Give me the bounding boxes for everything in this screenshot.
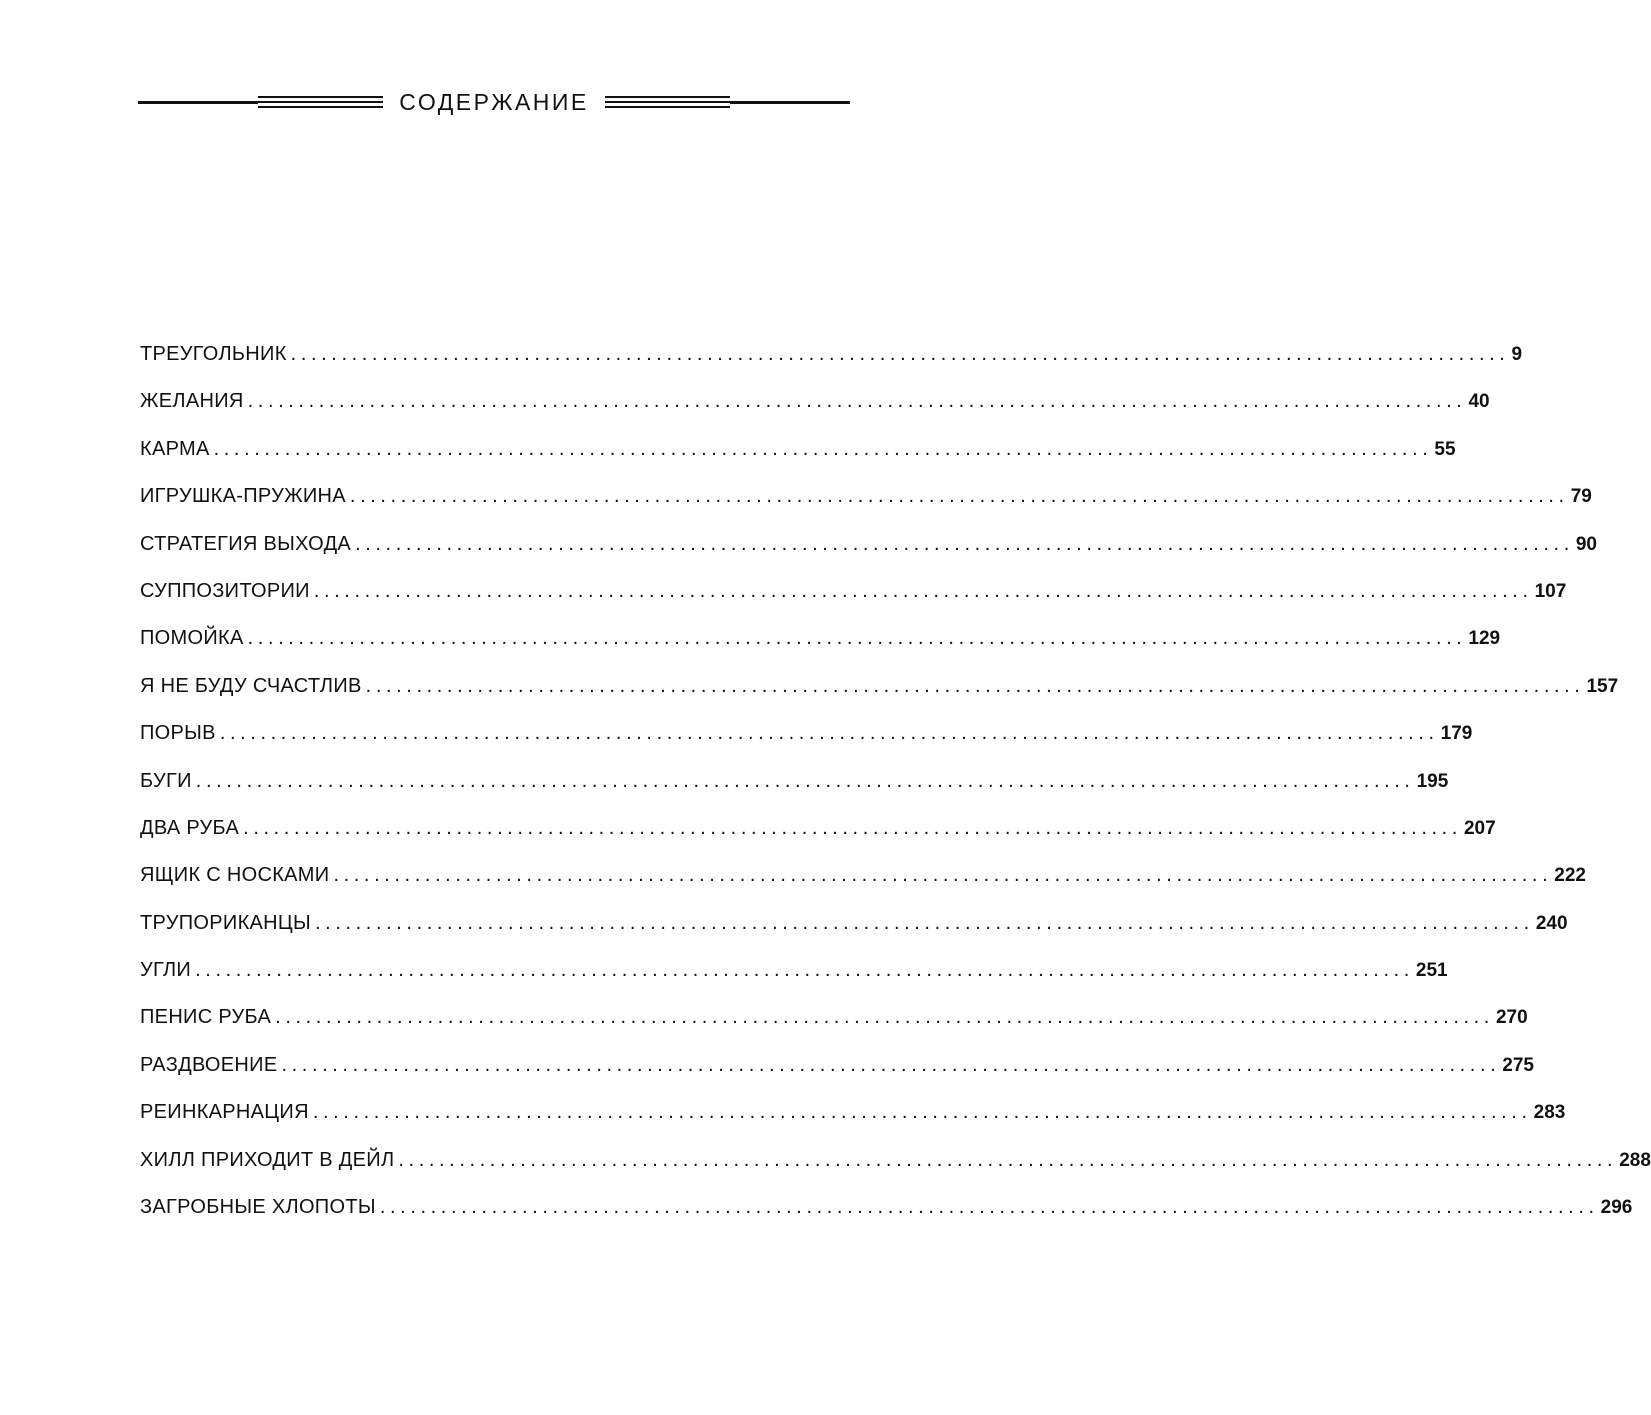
entry-page-number: 195 [1416, 770, 1449, 792]
toc-entry [140, 955, 1448, 1002]
toc-entry [140, 671, 1619, 718]
entry-page-number: 107 [1534, 580, 1567, 602]
dot-leader: ........................................................................................................................ [333, 864, 1553, 887]
entry-title: ПОРЫВ [140, 722, 216, 745]
entry-title: СУППОЗИТОРИИ [140, 579, 310, 602]
dot-leader: ........................................................................................................................ [281, 1053, 1501, 1076]
entry-title: ХИЛЛ ПРИХОДИТ В ДЕЙЛ [140, 1148, 395, 1171]
header-rule-left [138, 101, 258, 104]
dot-leader: ........................................................................................................................ [379, 1196, 1599, 1219]
toc-entry [140, 1145, 1651, 1192]
toc-entry [140, 339, 1523, 386]
dot-leader: ........................................................................................................................ [313, 579, 1533, 602]
entry-title: ЗАГРОБНЫЕ ХЛОПОТЫ [140, 1196, 376, 1219]
dot-leader: ........................................................................................................................ [312, 1101, 1532, 1124]
entry-page-number: 275 [1502, 1054, 1534, 1076]
toc-entry [140, 908, 1568, 955]
entry-page-number: 270 [1495, 1007, 1528, 1029]
toc-entry [140, 576, 1567, 623]
dot-leader: ........................................................................................................................ [355, 532, 1574, 555]
entry-title: БУГИ [140, 769, 192, 792]
page-title: СОДЕРЖАНИЕ [399, 89, 589, 115]
entry-title: РАЗДВОЕНИЕ [140, 1053, 278, 1076]
entry-page-number: 157 [1586, 675, 1619, 697]
dot-leader: ........................................................................................................................ [213, 437, 1433, 460]
entry-title: ПЕНИС РУБА [140, 1006, 272, 1029]
entry-title: УГЛИ [140, 959, 192, 982]
toc-entry [140, 813, 1496, 860]
toc-entry [140, 860, 1586, 907]
dot-leader: ........................................................................................................................ [195, 959, 1414, 982]
entry-title: СТРАТЕГИЯ ВЫХОДА [140, 532, 352, 555]
entry-page-number: 296 [1600, 1197, 1633, 1219]
entry-page-number: 90 [1575, 533, 1597, 555]
entry-page-number: 40 [1468, 391, 1490, 413]
toc-entry [140, 1050, 1534, 1097]
entry-title: ПОМОЙКА [140, 627, 244, 650]
dot-leader: ........................................................................................................................ [315, 911, 1534, 934]
entry-page-number: 9 [1511, 344, 1523, 365]
dot-leader: ........................................................................................................................ [247, 627, 1467, 650]
entry-page-number: 288 [1619, 1149, 1651, 1171]
entry-title: Я НЕ БУДУ СЧАСТЛИВ [140, 674, 362, 697]
entry-title: РЕИНКАРНАЦИЯ [140, 1101, 309, 1124]
header-triple-rule-right [605, 94, 730, 110]
dot-leader: ........................................................................................................................ [247, 390, 1467, 413]
toc-list [140, 339, 1651, 1239]
entry-title: КАРМА [140, 437, 210, 460]
toc-entry [140, 529, 1597, 576]
dot-leader: ........................................................................................................................ [275, 1006, 1494, 1029]
entry-title: ДВА РУБА [140, 816, 240, 839]
toc-entry [140, 718, 1473, 765]
entry-title: ИГРУШКА-ПРУЖИНА [140, 485, 346, 508]
toc-entry [140, 434, 1456, 481]
entry-page-number: 222 [1554, 865, 1586, 887]
entry-page-number: 79 [1570, 486, 1592, 508]
entry-title: ТРУПОРИКАНЦЫ [140, 911, 312, 934]
dot-leader: ........................................................................................................................ [219, 722, 1439, 745]
entry-title: ЯЩИК С НОСКАМИ [140, 864, 330, 887]
dot-leader: ........................................................................................................................ [195, 769, 1415, 792]
entry-page-number: 179 [1440, 723, 1473, 745]
dot-leader: ........................................................................................................................ [290, 343, 1510, 365]
toc-entry [140, 1192, 1633, 1239]
toc-entry [140, 386, 1490, 433]
entry-title: ЖЕЛАНИЯ [140, 390, 244, 413]
entry-page-number: 283 [1533, 1102, 1566, 1124]
dot-leader: ........................................................................................................................ [349, 485, 1569, 508]
entry-page-number: 240 [1535, 912, 1568, 934]
entry-page-number: 251 [1415, 960, 1448, 982]
header-rule-right [730, 101, 850, 104]
entry-page-number: 207 [1463, 817, 1496, 839]
entry-page-number: 129 [1468, 628, 1501, 650]
entry-title: ТРЕУГОЛЬНИК [140, 343, 287, 365]
header-triple-rule-left [258, 94, 383, 110]
dot-leader: ........................................................................................................................ [398, 1148, 1618, 1171]
toc-header [138, 84, 850, 120]
toc-entry [140, 1097, 1566, 1144]
toc-entry [140, 1002, 1528, 1049]
entry-page-number: 55 [1434, 438, 1456, 460]
dot-leader: ........................................................................................................................ [365, 674, 1585, 697]
toc-entry [140, 623, 1501, 670]
toc-entry [140, 766, 1449, 813]
dot-leader: ........................................................................................................................ [243, 816, 1462, 839]
toc-entry [140, 481, 1592, 528]
